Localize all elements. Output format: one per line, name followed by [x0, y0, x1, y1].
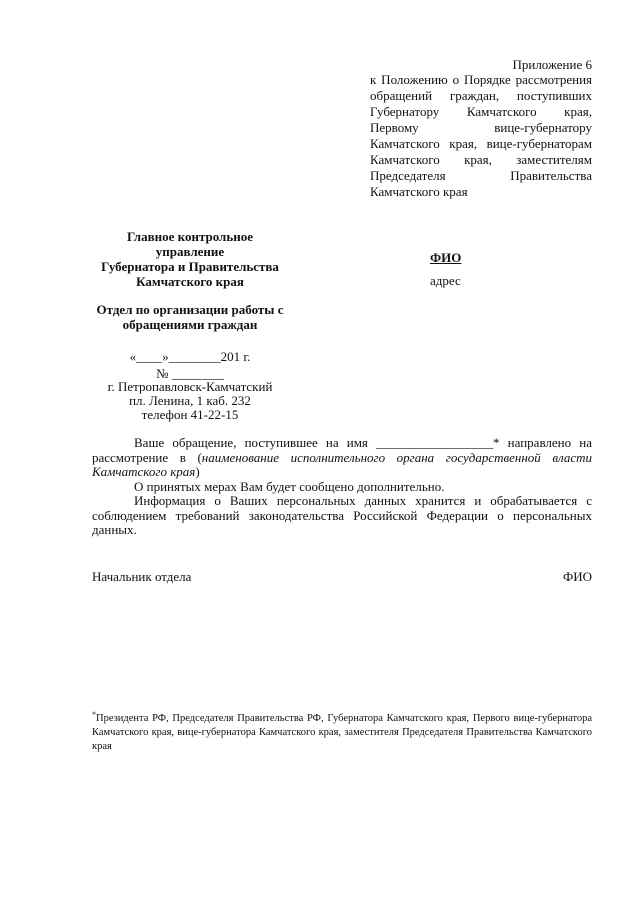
signature-name: ФИО: [562, 569, 592, 584]
authority-line: Камчатского края: [136, 274, 244, 289]
signature-block: [92, 569, 592, 585]
para1-start: Ваше обращение, поступившее на имя __________________* направлено на рассмотрение в (: [92, 435, 592, 465]
department-line: Отдел по организации работы с: [96, 302, 284, 317]
signature-position: Начальник отдела: [92, 569, 192, 584]
body-paragraph-1: [92, 436, 592, 480]
recipient-address: адрес: [430, 273, 461, 288]
sender-department: [92, 302, 288, 332]
authority-line: Губернатора и Правительства: [101, 259, 279, 274]
department-line: обращениями граждан: [122, 317, 258, 332]
sender-address: [92, 380, 288, 422]
footnote-marker: *: [92, 710, 96, 719]
body-paragraph-3: Информация о Ваших персональных данных хранится и обрабатывается с соблюдением требований законодательства Российской Федерации о персональных данных.: [92, 493, 592, 537]
address-line: г. Петропавловск-Камчатский: [107, 379, 273, 394]
recipient-name: ФИО: [430, 250, 462, 265]
body-paragraph-2: О принятых мерах Вам будет сообщено дополнительно.: [134, 478, 445, 494]
appendix-title: Приложение 6: [512, 57, 592, 72]
sender-authority: [92, 229, 288, 289]
footnote-text: Президента РФ, Председателя Правительства РФ, Губернатора Камчатского края, Первого вице-губернатора Камчатского края, вице-губернатора Камчатского края, заместителя Председателя Правительства Камчатского края: [92, 713, 592, 752]
para1-italic: наименование исполнительного органа государственной власти Камчатского края: [92, 449, 592, 479]
authority-line: управление: [155, 244, 225, 259]
address-line: телефон 41-22-15: [141, 407, 239, 422]
appendix-text: к Положению о Порядке рассмотрения обращений граждан, поступивших Губернатору Камчатского края, Первому вице-губернатору Камчатского края, вице-губернаторам Камчатского края, заместителям Председателя Правительства Камчатского края: [370, 72, 592, 199]
number-line: № ________: [156, 366, 224, 381]
date-line: «____»________201 г.: [129, 349, 251, 364]
address-line: пл. Ленина, 1 каб. 232: [129, 393, 251, 408]
footnote: [92, 708, 592, 754]
para1-end: ): [195, 464, 200, 479]
letter-body: [92, 436, 592, 538]
authority-line: Главное контрольное: [127, 229, 253, 244]
